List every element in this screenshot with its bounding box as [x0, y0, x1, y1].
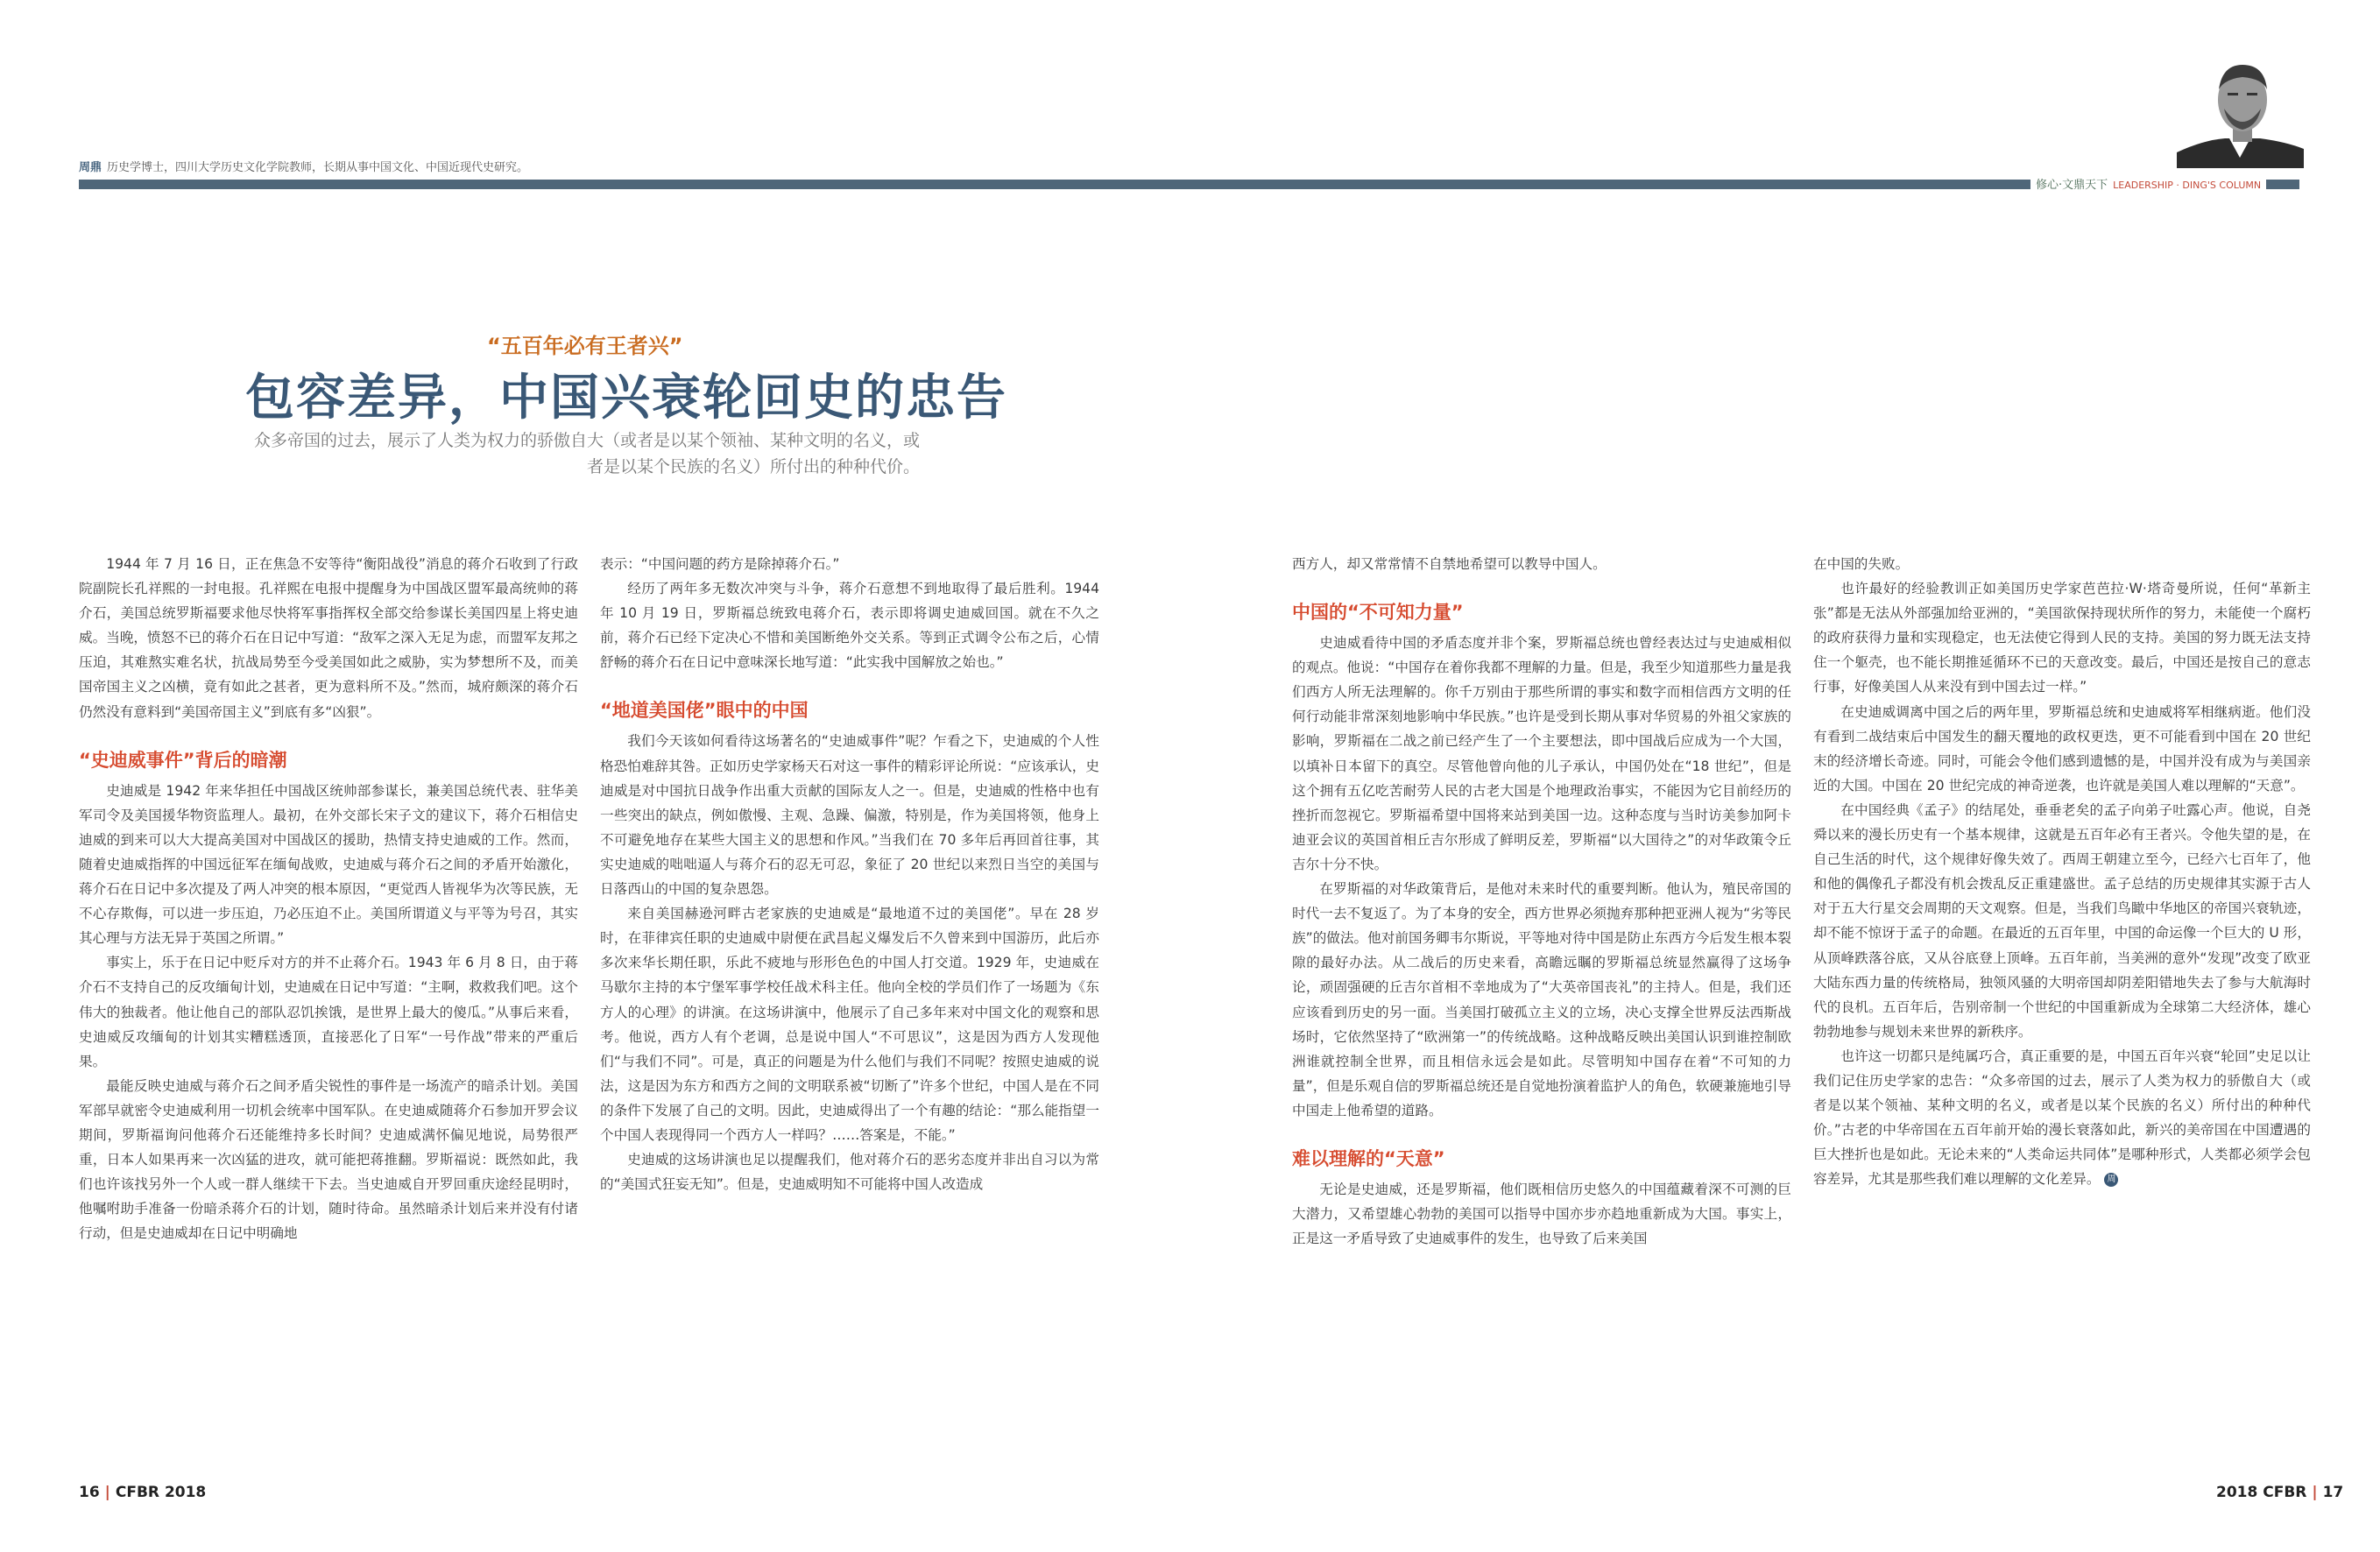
paragraph: 最能反映史迪威与蒋介石之间矛盾尖锐性的事件是一场流产的暗杀计划。美国军部早就密令史迪威利用一切机会统率中国军队。在史迪威随蒋介石参加开罗会议期间，罗斯福询问他蒋介石还能维持多长时间？史迪威满怀偏见地说，局势很严重，日本人如果再来一次凶猛的进攻，就可能把蒋推翻。罗斯福说：既然如此，我们也许该找另外一个人或一群人继续干下去。当史迪威自开罗回重庆途经昆明时，他嘱咐助手准备一份暗杀蒋介石的计划，随时待命。虽然暗杀计划后来并没有付诸行动，但是史迪威却在日记中明确地 [79, 1077, 578, 1242]
paragraph: 也许最好的经验教训正如美国历史学家芭芭拉·W·塔奇曼所说，任何“革新主张”都是无法从外部强加给亚洲的，“美国欲保持现状所作的努力，未能使一个腐朽的政府获得力量和实现稳定，也无法使它得到人民的支持。美国的努力既无法支持住一个躯壳，也不能长期推延循环不已的天意改变。最后，中国还是按自己的意志行事，好像美国人从来没有到中国去过一样。” [1813, 581, 2311, 695]
paragraph: 西方人，却又常常情不自禁地希望可以教导中国人。 [1292, 556, 1607, 572]
column-4 [1813, 552, 2311, 1191]
subheading: 中国的“不可知力量” [1292, 602, 1464, 624]
paragraph: 史迪威看待中国的矛盾态度并非个案，罗斯福总统也曾经表达过与史迪威相似的观点。他说：“中国存在着你我都不理解的力量。但是，我至少知道那些力量是我们西方人所无法理解的。你千万别由于那些所谓的事实和数字而相信西方文明的任何行动能非常深刻地影响中华民族。”也许是受到长期从事对华贸易的外祖父家族的影响，罗斯福在二战之前已经产生了一个主要想法，即中国战后应成为一个大国，以填补日本留下的真空。尽管他曾向他的儿子承认，中国仍处在“18 世纪”，但是这个拥有五亿吃苦耐劳人民的古老大国是个地理政治事实，不能因为它目前经历的挫折而忽视它。罗斯福希望中国将来站到美国一边。这种态度与当时访美参加阿卡迪亚会议的英国首相丘吉尔形成了鲜明反差，罗斯福“以大国待之”的对华政策令丘吉尔十分不快。 [1292, 635, 1791, 872]
subheading: “史迪威事件”背后的暗潮 [79, 749, 287, 771]
author-bio: 历史学博士，四川大学历史文化学院教师，长期从事中国文化、中国近现代史研究。 [107, 161, 529, 174]
paragraph: 事实上，乐于在日记中贬斥对方的并不止蒋介石。1943 年 6 月 8 日，由于蒋介石不支持自己的反攻缅甸计划，史迪威在日记中写道：“主啊，救救我们吧。这个伟大的独裁者。他让他自己的部队忍饥挨饿，是世界上最大的傻瓜。”从事后来看，史迪威反攻缅甸的计划其实糟糕透顶，直接恶化了日军“一号作战”带来的严重后果。 [79, 955, 578, 1069]
column-tag-en: LEADERSHIP · DING'S COLUMN [2113, 180, 2262, 191]
article-deck: 众多帝国的过去，展示了人类为权力的骄傲自大（或者是以某个领袖、某种文明的名义，或者是以某个民族的名义）所付出的种种代价。 [254, 431, 921, 476]
page-number-left: 16 [79, 1484, 100, 1501]
paragraph: 1944 年 7 月 16 日，正在焦急不安等待“衡阳战役”消息的蒋介石收到了行政院副院长孔祥熙的一封电报。孔祥熙在电报中提醒身为中国战区盟军最高统帅的蒋介石，美国总统罗斯福要求他尽快将军事指挥权全部交给参谋长美国四星上将史迪威。当晚，愤怒不已的蒋介石在日记中写道：“敌军之深入无足为虑，而盟军友邦之压迫，其难熬实难名状，抗战局势至今受美国如此之威胁，实为梦想所不及，而美国帝国主义之凶横，竟有如此之甚者，更为意料所不及。”然而，城府颇深的蒋介石仍然没有意料到“美国帝国主义”到底有多“凶狠”。 [79, 556, 578, 720]
article-kicker: “五百年必有王者兴” [487, 334, 683, 358]
column-tag [2030, 180, 2266, 192]
paragraph: 在罗斯福的对华政策背后，是他对未来时代的重要判断。他认为，殖民帝国的时代一去不复返了。为了本身的安全，西方世界必须抛弃那种把亚洲人视为“劣等民族”的做法。他对前国务卿韦尔斯说，平等地对待中国是防止东西方今后发生根本裂隙的最好办法。从二战后的历史来看，高瞻远瞩的罗斯福总统显然赢得了这场争论，顽固强硬的丘吉尔首相不幸地成为了“大英帝国丧礼”的主持人。但是，我们还应该看到历史的另一面。当美国打破孤立主义的立场，决心支撑全世界反法西斯战场时，它依然坚持了“欧洲第一”的传统战略。这种战略反映出美国认识到谁控制欧洲谁就控制全世界，而且相信永远会是如此。尽管明知中国存在着“不可知的力量”，但是乐观自信的罗斯福总统还是自觉地扮演着监护人的角色，软硬兼施地引导中国走上他希望的道路。 [1292, 881, 1791, 1118]
paragraph: 我们今天该如何看待这场著名的“史迪威事件”呢？乍看之下，史迪威的个人性格恐怕难辞其咎。正如历史学家杨天石对这一事件的精彩评论所说：“应该承认，史迪威是对中国抗日战争作出重大贡献的国际友人之一。但是，史迪威的性格中也有一些突出的缺点，例如傲慢、主观、急躁、偏激，特别是，作为美国将领，他身上不可避免地存在某些大国主义的思想和作风。”当我们在 70 多年后再回首往事，其实史迪威的咄咄逼人与蒋介石的忍无可忍，象征了 20 世纪以来烈日当空的美国与日落西山的中国的复杂恩怨。 [600, 733, 1099, 898]
column-3 [1292, 552, 1791, 1251]
column-tag-cn: 修心·文鼎天下 [2036, 179, 2108, 192]
paragraph: 在中国经典《孟子》的结尾处，垂垂老矣的孟子向弟子吐露心声。他说，自尧舜以来的漫长历史有一个基本规律，这就是五百年必有王者兴。令他失望的是，在自己生活的时代，这个规律好像失效了。西周王朝建立至今，已经六七百年了，他和他的偶像孔子都没有机会拨乱反正重建盛世。孟子总结的历史规律其实源于古人对于五大行星交会周期的天文观察。但是，当我们鸟瞰中华地区的帝国兴衰轨迹，却不能不惊讶于孟子的命题。在最近的五百年里，中国的命运像一个巨大的 U 形，从顶峰跌落谷底，又从谷底登上顶峰。五百年前，当美洲的意外“发现”改变了欧亚大陆东西力量的传统格局，独领风骚的大明帝国却阴差阳错地失去了参与大航海时代的良机。五百年后，告别帝制一个世纪的中国重新成为全球第二大经济体，雄心勃勃地参与规划未来世界的新秩序。 [1813, 801, 2311, 1040]
folio-right [2216, 1484, 2343, 1501]
author-portrait [2177, 54, 2304, 168]
paragraph-text: 也许这一切都只是纯属巧合，真正重要的是，中国五百年兴衰“轮回”史足以让我们记住历史学家的忠告：“众多帝国的过去，展示了人类为权力的骄傲自大（或者是以某个领袖、某种文明的名义，或者是以某个民族的名义）所付出的种种代价。”古老的中华帝国在五百年前开始的漫长衰落如此，新兴的美帝国在中国遭遇的巨大挫折也是如此。无论未来的“人类命运共同体”是哪种形式，人类都必须学会包容差异，尤其是那些我们难以理解的文化差异。 [1813, 1048, 2311, 1188]
paragraph: 在史迪威调离中国之后的两年里，罗斯福总统和史迪威将军相继病逝。他们没有看到二战结束后中国发生的翻天覆地的政权更迭，更不可能看到中国在 20 世纪末的经济增长奇迹。同时，可能会令他们感到遗憾的是，中国并没有成为与美国亲近的大国。中国在 20 世纪完成的神奇逆袭，也许就是美国人难以理解的“天意”。 [1813, 703, 2311, 794]
paragraph: 经历了两年多无数次冲突与斗争，蒋介石意想不到地取得了最后胜利。1944 年 10 月 19 日，罗斯福总统致电蒋介石，表示即将调史迪威回国。就在不久之前，蒋介石已经下定决心不惜和美国断绝外交关系。等到正式调令公布之后，心情舒畅的蒋介石在日记中意味深长地写道：“此实我中国解放之始也。” [600, 581, 1099, 671]
end-mark-icon: 周 [2104, 1173, 2118, 1187]
header-bar [79, 180, 2299, 189]
paragraph: 史迪威是 1942 年来华担任中国战区统帅部参谋长，兼美国总统代表、驻华美军司令及美国援华物资监理人。最初，在外交部长宋子文的建议下，蒋介石相信史迪威的到来可以大大提高美国对中国战区的援助，热情支持史迪威的工作。然而，随着史迪威指挥的中国远征军在缅甸战败，史迪威与蒋介石之间的矛盾开始激化，蒋介石在日记中多次提及了两人冲突的根本原因，“更觉西人皆视华为次等民族，无不心存欺侮，可以进一步压迫，乃必压迫不止。美国所谓道义与平等为号召，其实其心理与方法无异于英国之所谓。” [79, 782, 578, 947]
subheading: 难以理解的“天意” [1292, 1147, 1445, 1169]
subheading: “地道美国佬”眼中的中国 [600, 700, 809, 722]
magazine-name-left: CFBR 2018 [115, 1484, 207, 1501]
paragraph: 表示：“中国问题的药方是除掉蒋介石。” [600, 556, 840, 572]
paragraph: 史迪威的这场讲演也足以提醒我们，他对蒋介石的恶劣态度并非出自习以为常的“美国式狂妄无知”。但是，史迪威明知不可能将中国人改造成 [600, 1152, 1099, 1193]
paragraph: 无论是史迪威，还是罗斯福，他们既相信历史悠久的中国蕴藏着深不可测的巨大潜力，又希望雄心勃勃的美国可以指导中国亦步亦趋地重新成为大国。事实上，正是这一矛盾导致了史迪威事件的发生，也导致了后来美国 [1292, 1181, 1791, 1247]
folio-separator: | [2312, 1484, 2318, 1501]
author-name: 周鼎 [79, 161, 102, 174]
column-2 [600, 552, 1099, 1196]
magazine-name-right: 2018 CFBR [2216, 1484, 2307, 1501]
paragraph: 在中国的失败。 [1813, 556, 1910, 572]
paragraph: 来自美国赫逊河畔古老家族的史迪威是“最地道不过的美国佬”。早在 28 岁时，在菲律宾任职的史迪威中尉便在武昌起义爆发后不久曾来到中国游历，此后亦多次来华长期任职，乐此不疲地与形形色色的中国人打交道。1929 年，史迪威在马歇尔主持的本宁堡军事学校任战术科主任。他向全校的学员们作了一场题为《东方人的心理》的讲演。在这场讲演中，他展示了自己多年来对中国文化的观察和思考。他说，西方人有个老调，总是说中国人“不可思议”，这是因为西方人发现他们“与我们不同”。可是，真正的问题是为什么他们与我们不同呢？按照史迪威的说法，这是因为东方和西方之间的文明联系被“切断了”许多个世纪，中国人是在不同的条件下发展了自己的文明。因此，史迪威得出了一个有趣的结论：“那么能指望一个中国人表现得同一个西方人一样吗？……答案是，不能。” [600, 906, 1099, 1143]
column-1 [79, 552, 578, 1245]
page-number-right: 17 [2322, 1484, 2344, 1501]
folio-separator: | [104, 1484, 110, 1501]
paragraph [1813, 1044, 2311, 1192]
article-title: 包容差异，中国兴衰轮回史的忠告 [245, 369, 1007, 427]
folio-left [79, 1484, 206, 1501]
author-line [79, 158, 528, 174]
